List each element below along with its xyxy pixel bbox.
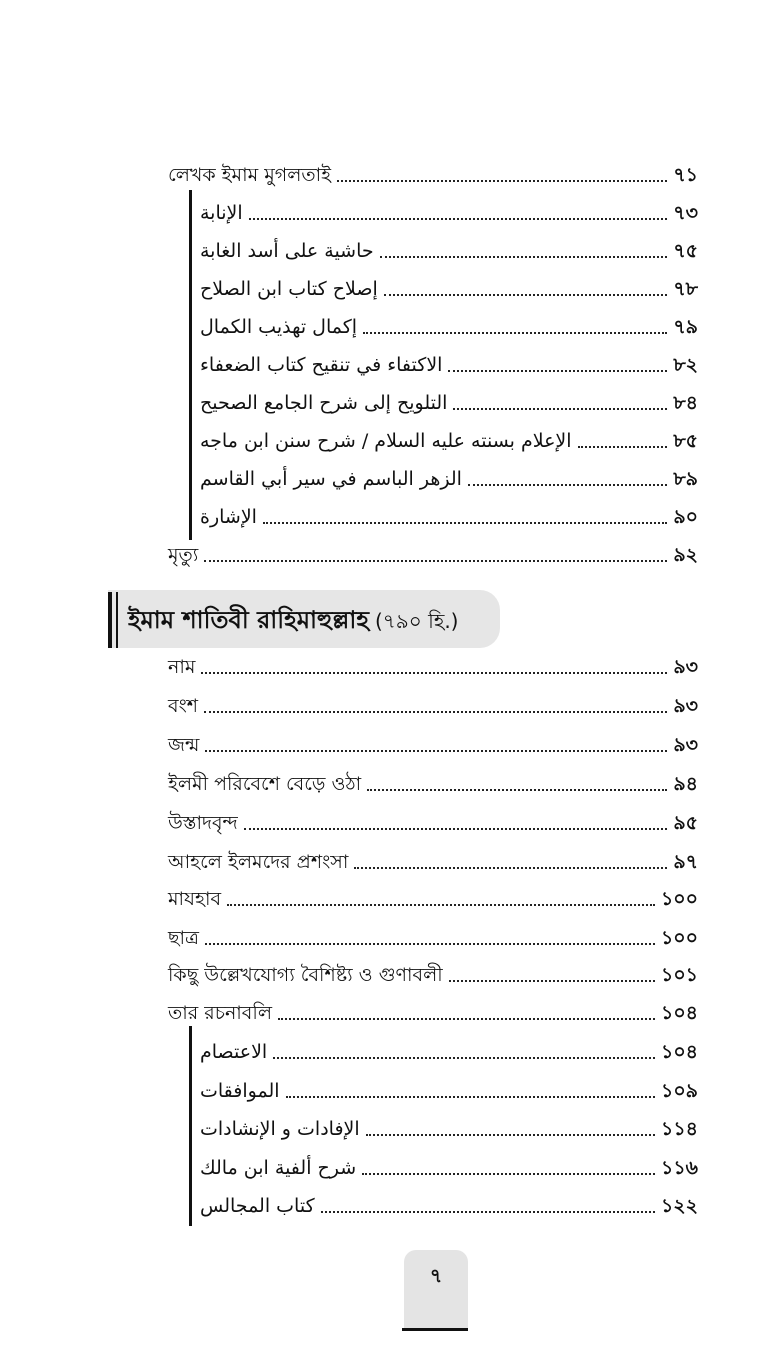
- toc-entry-title: الاكتفاء في تنقيح كتاب الضعفاء: [200, 354, 443, 376]
- toc-entry-title: إكمال تهذيب الكمال: [200, 316, 358, 338]
- toc-entry-page: ১০৪: [660, 1041, 698, 1063]
- dot-leader: [453, 408, 667, 410]
- section-header: [108, 590, 500, 648]
- sub-entries-bracket: [189, 190, 192, 540]
- section-header-bar: [116, 592, 118, 648]
- page-number: ৭: [429, 1265, 443, 1287]
- dot-leader: [337, 180, 667, 182]
- dot-leader: [244, 828, 668, 830]
- dot-leader: [249, 218, 668, 220]
- toc-entry-title: التلويح إلى شرح الجامع الصحيح: [200, 392, 448, 414]
- dot-leader: [363, 332, 667, 334]
- toc-sub-entry[interactable]: [200, 495, 698, 533]
- toc-sub-entry[interactable]: [200, 457, 698, 495]
- toc-entry-page: ৮৯: [673, 468, 698, 490]
- toc-entry-page: ৭৩: [673, 202, 698, 224]
- toc-entry-title: লেখক ইমাম মুগলতাই: [168, 164, 332, 186]
- dot-leader: [205, 943, 655, 945]
- toc-entry-page: ৮২: [673, 354, 698, 376]
- toc-entry-page: ৮৪: [673, 392, 698, 414]
- toc-entry-title: الإفادات و الإنشادات: [200, 1118, 360, 1140]
- toc-entry[interactable]: [168, 762, 698, 800]
- section-heading-name: ইমাম শাতিবী রাহিমাহুল্লাহ: [128, 606, 369, 634]
- dot-leader: [321, 1211, 655, 1213]
- toc-entry-page: ৭৯: [673, 316, 698, 338]
- toc-entry-page: ১১৪: [661, 1118, 698, 1140]
- toc-entry-page: ১০১: [660, 964, 698, 986]
- toc-entry-title: الاعتصام: [200, 1041, 268, 1063]
- dot-leader: [227, 904, 655, 906]
- dot-leader: [286, 1096, 655, 1098]
- dot-leader: [278, 1018, 655, 1020]
- section-heading: [128, 602, 459, 642]
- dot-leader: [263, 522, 667, 524]
- toc-entry-page: ৯০: [673, 506, 698, 528]
- toc-entry-page: ৭১: [673, 164, 698, 186]
- toc-sub-entry[interactable]: [200, 229, 698, 267]
- dot-leader: [366, 1134, 655, 1136]
- toc-entry-title: জন্ম: [168, 734, 200, 756]
- dot-leader: [449, 980, 655, 982]
- toc-entry-page: ১০০: [660, 888, 698, 910]
- toc-entry-title: তার রচনাবলি: [168, 1002, 272, 1024]
- toc-entry-title: আহলে ইলমদের প্রশংসা: [168, 851, 349, 873]
- toc-sub-entry[interactable]: [200, 343, 698, 381]
- toc-entry-death[interactable]: [168, 533, 698, 571]
- toc-entry-page: ৯৪: [673, 773, 698, 795]
- page-number-tab: [404, 1250, 468, 1330]
- toc-entry-page: ৭৮: [673, 278, 698, 300]
- toc-sub-entry[interactable]: [200, 1184, 698, 1222]
- toc-entry-title: মাযহাব: [168, 888, 222, 910]
- sub-entries-bracket: [189, 1026, 192, 1226]
- dot-leader: [205, 750, 667, 752]
- page-number-underline: [402, 1328, 468, 1331]
- toc-entry[interactable]: [168, 723, 698, 761]
- toc-entry-page: ৯৫: [673, 812, 698, 834]
- toc-entry-mughaltai[interactable]: [168, 153, 698, 191]
- toc-sub-entry[interactable]: [200, 267, 698, 305]
- dot-leader: [204, 560, 667, 562]
- section-heading-year: (৭৯০ হি.): [374, 609, 459, 633]
- toc-entry[interactable]: [168, 840, 698, 878]
- toc-sub-entry[interactable]: [200, 191, 698, 229]
- toc-sub-entry[interactable]: [200, 1107, 698, 1145]
- toc-entry[interactable]: [168, 684, 698, 722]
- toc-entry-title: الإشارة: [200, 506, 257, 528]
- toc-entry-title: নাম: [168, 656, 196, 678]
- toc-entry-page: ৯৩: [673, 734, 698, 756]
- toc-entry[interactable]: [168, 916, 698, 954]
- toc-entry-title: উস্তাদবৃন্দ: [168, 812, 238, 834]
- toc-entry-page: ১০০: [660, 927, 698, 949]
- toc-entry[interactable]: [168, 645, 698, 683]
- dot-leader: [578, 446, 668, 448]
- toc-entry-title: شرح ألفية ابن مالك: [200, 1157, 357, 1179]
- toc-sub-entry[interactable]: [200, 1030, 698, 1068]
- toc-entry-title: মৃত্যু: [168, 544, 199, 566]
- dot-leader: [273, 1057, 655, 1059]
- toc-entry-page: ৯২: [673, 544, 698, 566]
- dot-leader: [380, 256, 668, 258]
- toc-entry-title: ইলমী পরিবেশে বেড়ে ওঠা: [168, 773, 362, 795]
- toc-entry-title: কিছু উল্লেখযোগ্য বৈশিষ্ট্য ও গুণাবলী: [168, 964, 443, 986]
- toc-sub-entry[interactable]: [200, 1146, 698, 1184]
- toc-entry-page: ৯৭: [673, 851, 698, 873]
- dot-leader: [362, 1173, 655, 1175]
- dot-leader: [354, 867, 667, 869]
- toc-entry[interactable]: [168, 801, 698, 839]
- dot-leader: [448, 370, 667, 372]
- dot-leader: [201, 672, 667, 674]
- toc-entry[interactable]: [168, 953, 698, 991]
- toc-sub-entry[interactable]: [200, 381, 698, 419]
- dot-leader: [384, 294, 668, 296]
- toc-entry-title: বংশ: [168, 695, 198, 717]
- toc-entry-page: ৭৫: [673, 240, 698, 262]
- toc-entry-title: الموافقات: [200, 1080, 280, 1102]
- toc-entry-title: حاشية على أسد الغابة: [200, 240, 374, 262]
- toc-entry-title: الإنابة: [200, 202, 243, 224]
- dot-leader: [468, 484, 667, 486]
- toc-entry[interactable]: [168, 877, 698, 915]
- toc-entry-page: ১০৯: [660, 1080, 698, 1102]
- toc-entry[interactable]: [168, 991, 698, 1029]
- toc-entry-page: ১২২: [660, 1195, 698, 1217]
- toc-entry-page: ১০৪: [660, 1002, 698, 1024]
- toc-entry-title: الزهر الباسم في سير أبي القاسم: [200, 468, 462, 490]
- toc-entry-title: إصلاح كتاب ابن الصلاح: [200, 278, 378, 300]
- toc-entry-title: الإعلام بسنته عليه السلام / شرح سنن ابن ماجه: [200, 430, 572, 452]
- toc-entry-page: ৮৫: [673, 430, 698, 452]
- toc-entry-page: ৯৩: [673, 656, 698, 678]
- dot-leader: [367, 789, 667, 791]
- toc-entry-page: ৯৩: [673, 695, 698, 717]
- section-header-bar: [108, 592, 112, 648]
- toc-sub-entry[interactable]: [200, 305, 698, 343]
- toc-entry-title: كتاب المجالس: [200, 1195, 315, 1217]
- dot-leader: [204, 711, 667, 713]
- toc-sub-entry[interactable]: [200, 1069, 698, 1107]
- toc-entry-title: ছাত্র: [168, 927, 199, 949]
- toc-entry-page: ১১৬: [660, 1157, 698, 1179]
- toc-sub-entry[interactable]: [200, 419, 698, 457]
